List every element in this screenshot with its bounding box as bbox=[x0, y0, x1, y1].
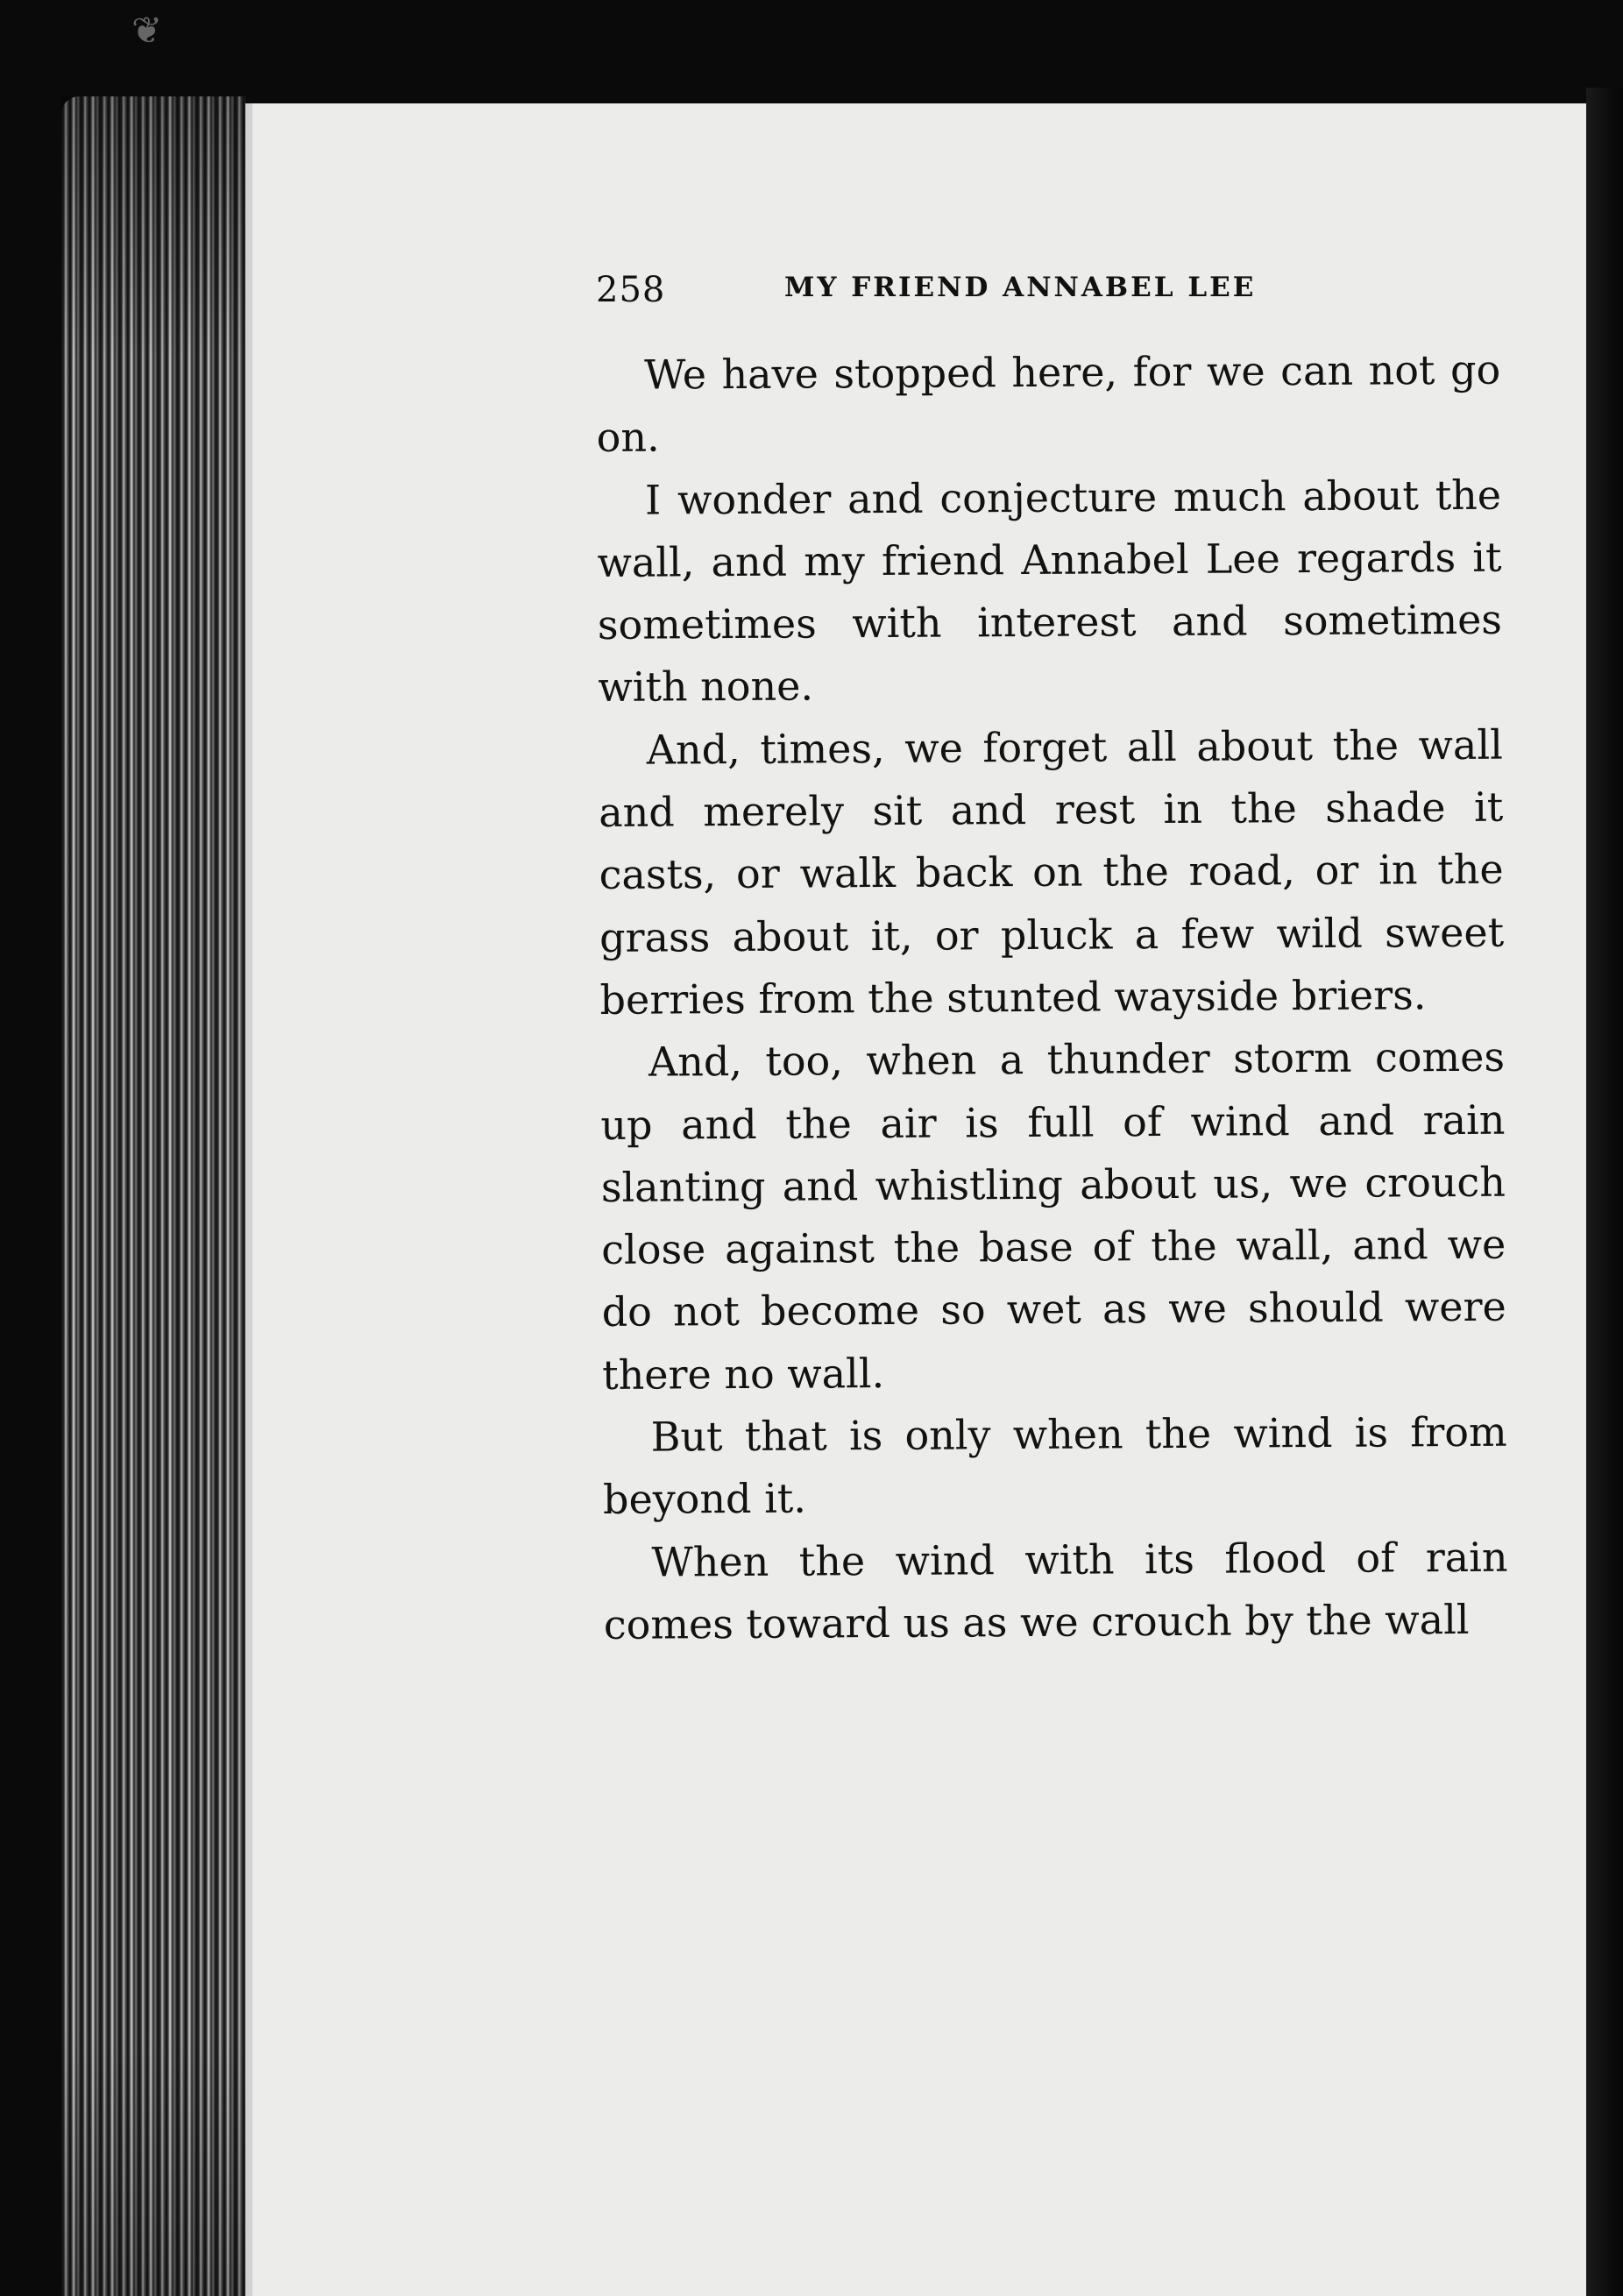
page-right-shadow bbox=[1586, 88, 1623, 2296]
paragraph: When the wind with its flood of rain comes toward us as we crouch by the wall bbox=[603, 1533, 1508, 1648]
page-edge-shadow bbox=[61, 96, 245, 2296]
running-head bbox=[596, 263, 1323, 324]
body-text bbox=[596, 339, 1508, 1657]
running-title: MY FRIEND ANNABEL LEE bbox=[784, 272, 1257, 303]
paragraph: And, too, when a thunder storm comes up and the air is full of wind and rain slanting and whistling about us, we crouch close against the base of the wall, and we do not become so wet as we should were there no wall. bbox=[600, 1032, 1506, 1399]
page-number: 258 bbox=[596, 270, 666, 310]
paragraph: I wonder and conjecture much about the wall, and my friend Annabel Lee regards it sometimes with interest and sometimes with none. bbox=[597, 471, 1503, 712]
scan-artifact-mark: ❦ bbox=[131, 9, 163, 52]
paragraph: But that is only when the wind is from beyond it. bbox=[602, 1407, 1507, 1524]
paragraph: We have stopped here, for we can not go on. bbox=[596, 345, 1501, 462]
paragraph: And, times, we forget all about the wall and merely sit and rest in the shade it casts, or walk back on the road, or in the grass about it, or pluck a few wild sweet berries from the stunted wayside briers. bbox=[599, 720, 1505, 1024]
